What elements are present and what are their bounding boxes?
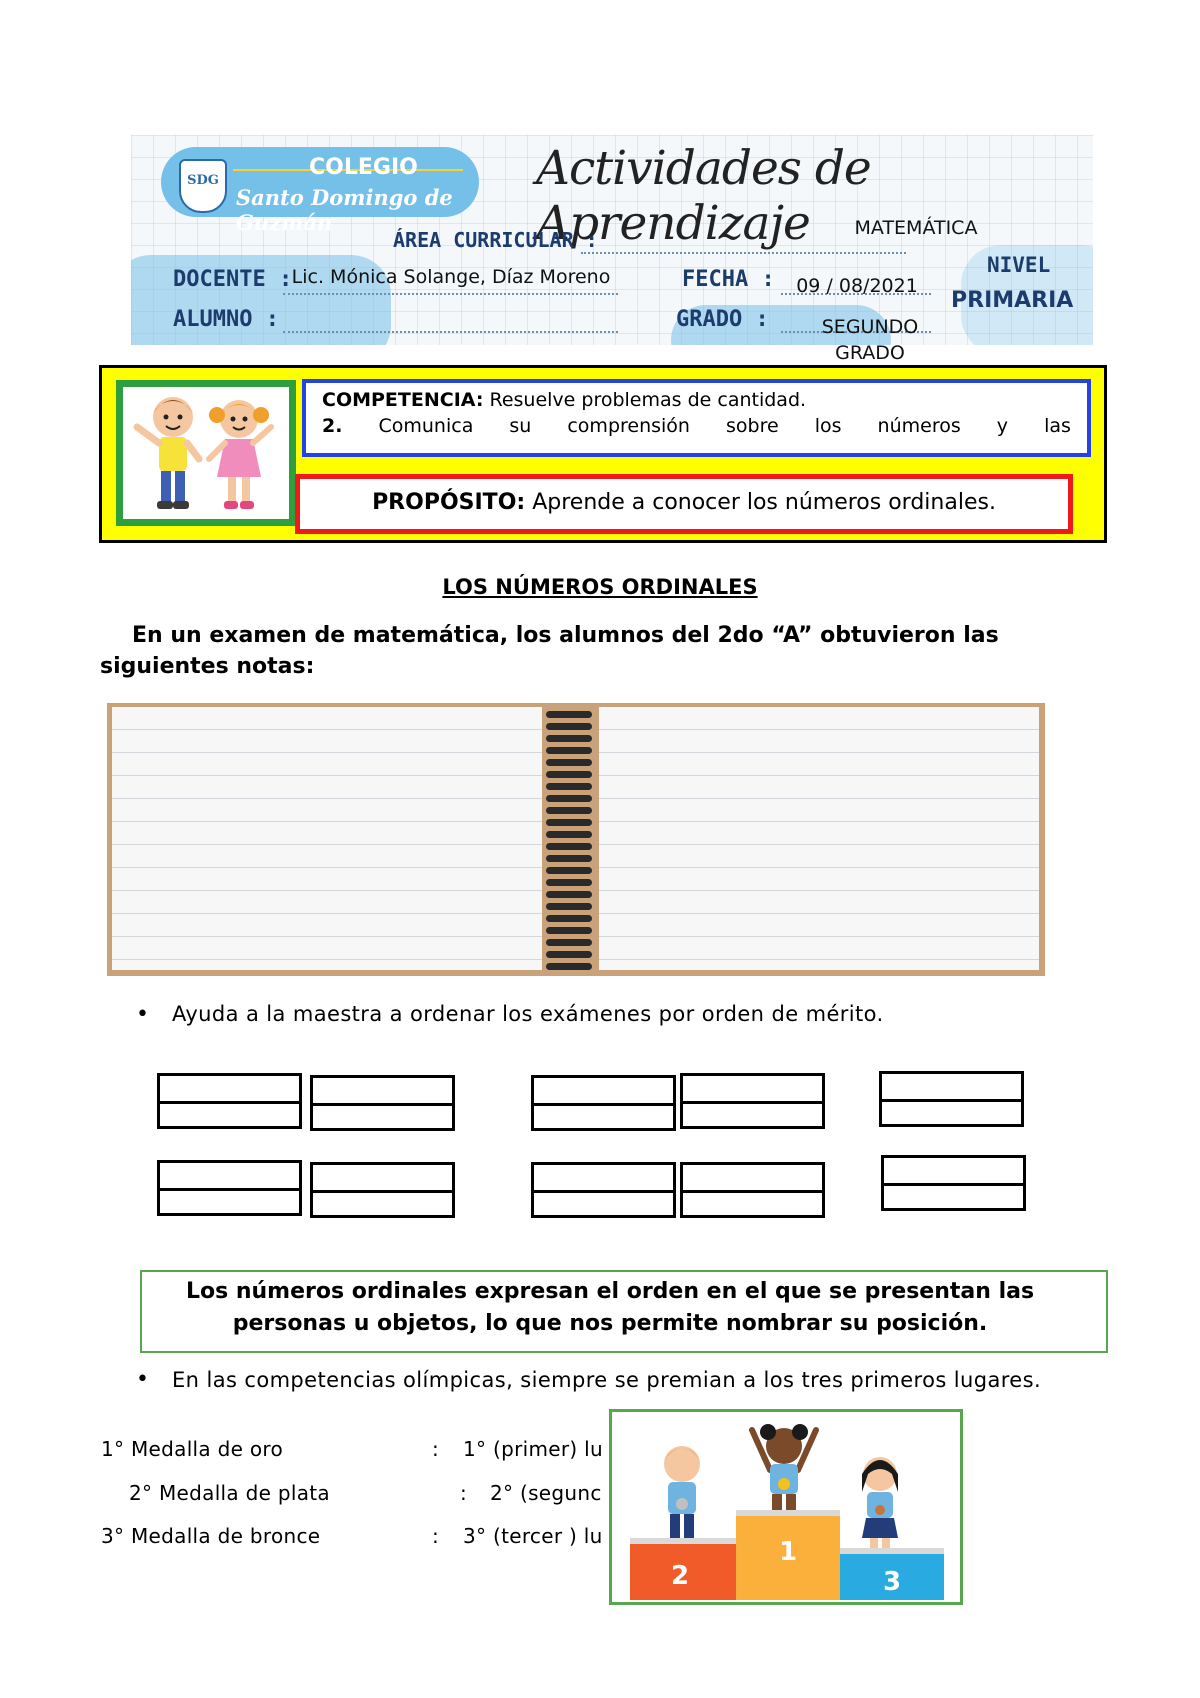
banner-title: Actividades de Aprendizaje [536,141,871,251]
school-shield-icon [179,159,227,213]
olympics-bullet [136,1366,1092,1394]
podium-icon [612,1412,960,1602]
answer-box[interactable] [157,1160,302,1216]
competence-item-word: los [814,415,842,437]
docente-label: DOCENTE : [173,267,293,292]
competence-block [99,365,1107,543]
answer-box[interactable] [881,1155,1026,1211]
bullet-icon: • [136,1367,150,1392]
intro-paragraph [100,620,1100,682]
answer-box[interactable] [310,1075,455,1131]
answer-box[interactable] [680,1162,825,1218]
instruction-bullet [136,1002,1072,1027]
fecha-value: 09 / 08/2021 [796,275,918,297]
alumno-label: ALUMNO : [173,307,279,332]
grado-label: GRADO : [676,307,769,332]
podium-third-label: 3 [882,1567,902,1597]
docente-value: Lic. Mónica Solange, Díaz Moreno [291,266,611,288]
bullet-icon: • [136,1002,150,1027]
answer-box[interactable] [531,1075,676,1131]
fecha-label: FECHA : [682,267,775,292]
competence-line [322,389,1071,411]
alumno-line [283,331,618,333]
kids-illustration [116,380,296,526]
logo-subtitle: Santo Domingo de Guzmán [236,185,453,235]
podium-second-label: 2 [670,1561,690,1591]
answer-box[interactable] [310,1162,455,1218]
competence-item [322,415,1071,437]
school-logo [161,147,479,235]
definition-text [110,1276,1110,1340]
medal-separator: : [460,1481,468,1505]
answer-box[interactable] [680,1073,825,1129]
answer-box[interactable] [879,1071,1024,1127]
competence-item-word: comprensión [567,415,690,437]
olympics-text: En las competencias olímpicas, siempre se premian a los tres primeros lugares. [172,1368,1042,1392]
section-title: LOS NÚMEROS ORDINALES [442,575,758,599]
logo-emblem-text: SDG [187,173,219,188]
answer-box[interactable] [157,1073,302,1129]
logo-title: COLEGIO [309,155,418,180]
header-banner [131,135,1093,345]
notebook-left-page [112,707,542,970]
definition-line: Los números ordinales expresan el orden en el que se presentan las [185,1279,1035,1304]
competence-item-word: y [996,415,1009,437]
competence-text: Resuelve problemas de cantidad. [489,389,807,411]
competence-item-word: Comunica [378,415,474,437]
purpose-text: Aprende a conocer los números ordinales. [532,490,996,515]
grado-value: SEGUNDO GRADO [821,316,919,364]
definition-line: personas u objetos, lo que nos permite nombrar su posición. [232,1311,988,1336]
medal-name: 2° Medalla de plata [129,1481,330,1505]
medal-place: 1° (primer) lu [463,1437,603,1461]
children-waving-icon [123,387,289,519]
medal-separator: : [432,1437,440,1461]
medal-name: 1° Medalla de oro [101,1437,284,1461]
podium-illustration [609,1409,963,1605]
intro-text: En un examen de matemática, los alumnos del 2do “A” obtuvieron las siguientes notas: [100,623,999,679]
area-line [581,252,906,254]
competence-item-word: las [1044,415,1071,437]
notebook-right-page [599,707,1039,970]
instruction-text: Ayuda a la maestra a ordenar los exámenes por orden de mérito. [172,1002,884,1026]
competence-item-word: sobre [726,415,779,437]
answer-box[interactable] [531,1162,676,1218]
medal-name: 3° Medalla de bronce [101,1524,321,1548]
podium-first-label: 1 [778,1537,798,1567]
area-label: ÁREA CURRICULAR : [393,228,598,252]
nivel-value: PRIMARIA [951,288,1074,313]
medal-separator: : [432,1524,440,1548]
medal-place: 3° (tercer ) lu [463,1524,603,1548]
competence-item-word: su [509,415,532,437]
spiral-binding-icon [540,705,600,973]
purpose-box [295,474,1073,534]
docente-line [283,293,618,295]
competence-label: COMPETENCIA: [322,389,484,411]
competence-box [302,379,1091,457]
nivel-label: NIVEL [987,253,1051,277]
competence-item-word: números [877,415,961,437]
area-value: MATEMÁTICA [854,217,978,239]
competence-item-number: 2. [322,415,343,437]
medal-place: 2° (segunc [490,1481,602,1505]
open-notebook-image [107,703,1045,976]
purpose-label: PROPÓSITO: [372,490,526,515]
